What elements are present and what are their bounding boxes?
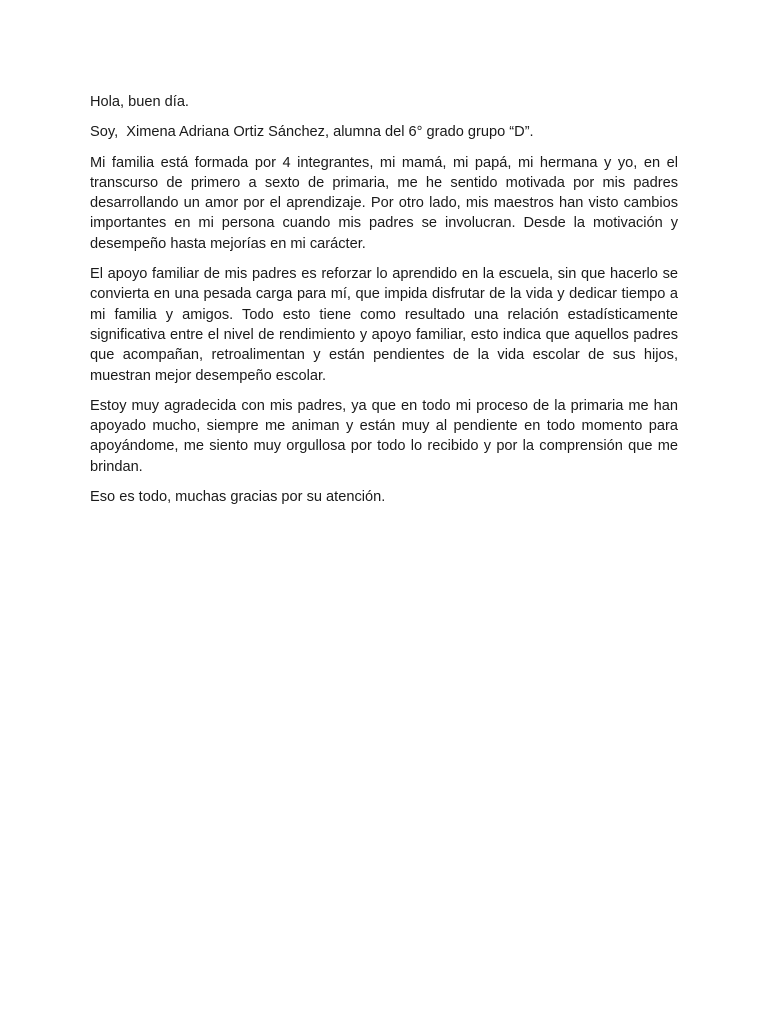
greeting-paragraph: Hola, buen día. xyxy=(90,94,189,110)
document-body xyxy=(90,92,678,517)
support-paragraph: El apoyo familiar de mis padres es reforzar lo aprendido en la escuela, sin que hacerlo se convierta en una pesada carga para mí, que impida disfrutar de la vida y dedicar tiempo a mi familia y amigos. Todo esto tiene como resultado una relación estadísticamente significativa entre el nivel de rendimiento y apoyo familiar, esto indica que aquellos padres que acompañan, retroalimentan y están pendientes de la vida escolar de sus hijos, muestran mejor desempeño escolar. xyxy=(90,266,678,384)
family-paragraph: Mi familia está formada por 4 integrantes, mi mamá, mi papá, mi hermana y yo, en el transcurso de primero a sexto de primaria, me he sentido motivada por mis padres desarrollando un amor por el aprendizaje. Por otro lado, mis maestros han visto cambios importantes en mi persona cuando mis padres se involucran. Desde la motivación y desempeño hasta mejorías en mi carácter. xyxy=(90,154,678,252)
closing-paragraph: Eso es todo, muchas gracias por su atención. xyxy=(90,489,386,506)
intro-paragraph: Soy, Ximena Adriana Ortiz Sánchez, alumna del 6° grado grupo “D”. xyxy=(90,124,534,141)
gratitude-paragraph: Estoy muy agradecida con mis padres, ya que en todo mi proceso de la primaria me han apoyado mucho, siempre me animan y están muy al pendiente en todo momento para apoyándome, me siento muy orgullosa por todo lo recibido y por la comprensión que me brindan. xyxy=(90,397,678,475)
